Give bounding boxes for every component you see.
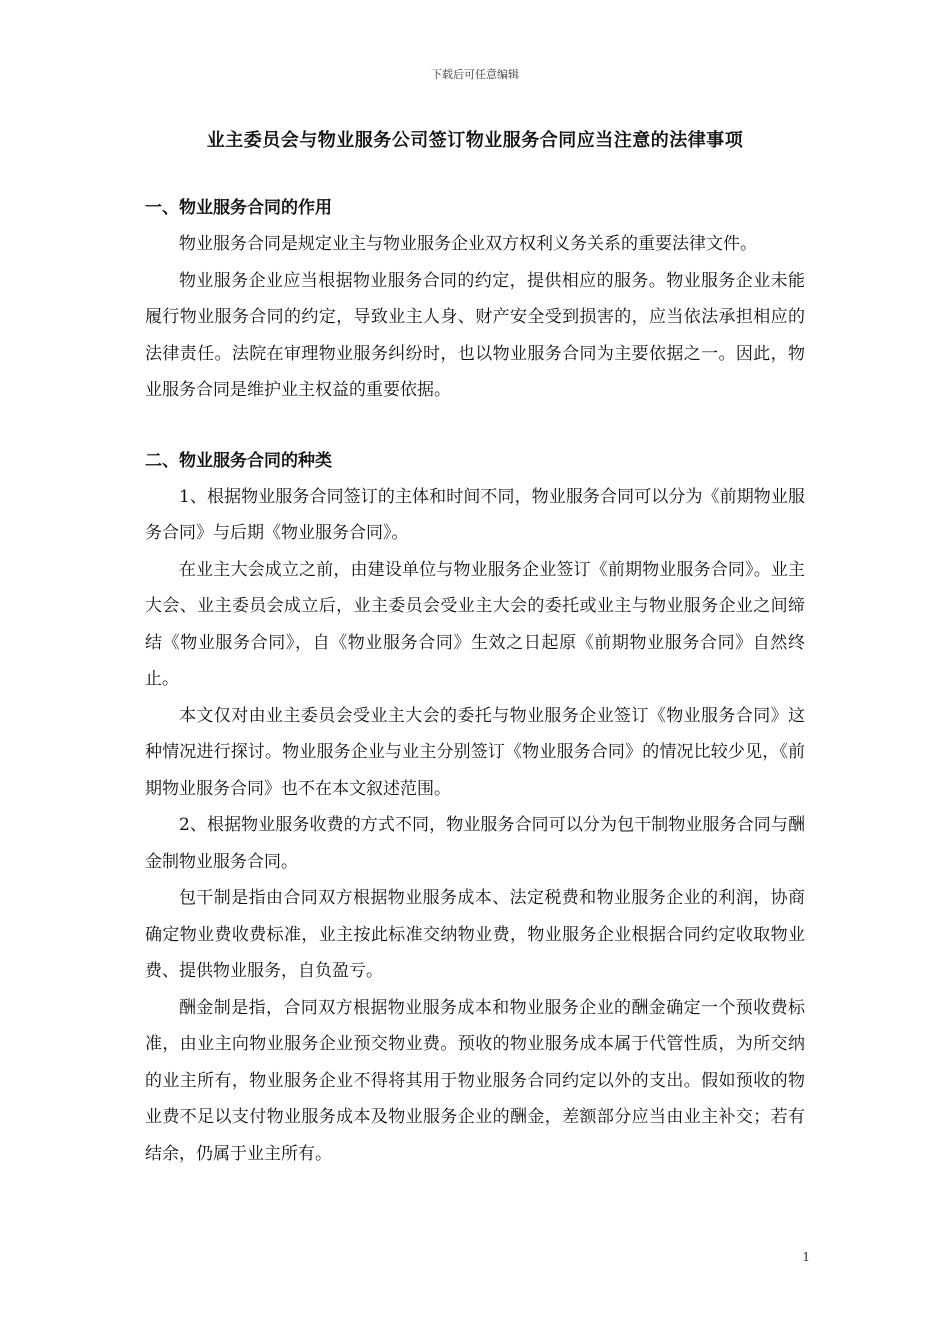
document-title: 业主委员会与物业服务公司签订物业服务合同应当注意的法律事项 <box>206 130 744 151</box>
section-types <box>145 447 805 1173</box>
paragraph: 本文仅对由业主委员会受业主大会的委托与物业服务企业签订《物业服务合同》这种情况进行探讨。物业服务企业与业主分别签订《物业服务合同》的情况比较少见，《前期物业服务合同》也不在本文叙述范围。 <box>145 705 805 799</box>
paragraph: 1、根据物业服务合同签订的主体和时间不同，物业服务合同可以分为《前期物业服务合同》与后期《物业服务合同》。 <box>145 486 805 543</box>
document-body <box>145 194 805 1172</box>
paragraph: 物业服务企业应当根据物业服务合同的约定，提供相应的服务。物业服务企业未能履行物业服务合同的约定，导致业主人身、财产安全受到损害的，应当依法承担相应的法律责任。法院在审理物业服务纠纷时，也以物业服务合同为主要依据之一。因此，物业服务合同是维护业主权益的重要依据。 <box>145 270 805 400</box>
section-heading: 一、物业服务合同的作用 <box>145 198 332 218</box>
header-note: 下载后可任意编辑 <box>431 68 519 81</box>
section-heading: 二、物业服务合同的种类 <box>145 450 332 471</box>
paragraph: 2、根据物业服务收费的方式不同，物业服务合同可以分为包干制物业服务合同与酬金制物业服务合同。 <box>145 815 805 872</box>
section-role <box>145 194 805 409</box>
paragraph: 物业服务合同是规定业主与物业服务企业双方权利义务关系的重要法律文件。 <box>179 234 757 254</box>
paragraph: 酬金制是指，合同双方根据物业服务成本和物业服务企业的酬金确定一个预收费标准，由业主向物业服务企业预交物业费。预收的物业服务成本属于代管性质，为所交纳的业主所有，物业服务企业不得将其用于物业服务合同约定以外的支出。假如预收的物业费不足以支付物业服务成本及物业服务企业的酬金，差额部分应当由业主补交；若有结余，仍属于业主所有。 <box>145 997 805 1164</box>
page-number: 1 <box>802 1250 810 1264</box>
section-spacer <box>145 409 805 447</box>
paragraph: 包干制是指由合同双方根据物业服务成本、法定税费和物业服务企业的利润，协商确定物业费收费标准，业主按此标准交纳物业费，物业服务企业根据合同约定收取物业费、提供物业服务，自负盈亏。 <box>145 888 805 981</box>
paragraph: 在业主大会成立之前，由建设单位与物业服务企业签订《前期物业服务合同》。业主大会、业主委员会成立后，业主委员会受业主大会的委托或业主与物业服务企业之间缔结《物业服务合同》，自《物业服务合同》生效之日起原《前期物业服务合同》自然终止。 <box>145 559 805 689</box>
